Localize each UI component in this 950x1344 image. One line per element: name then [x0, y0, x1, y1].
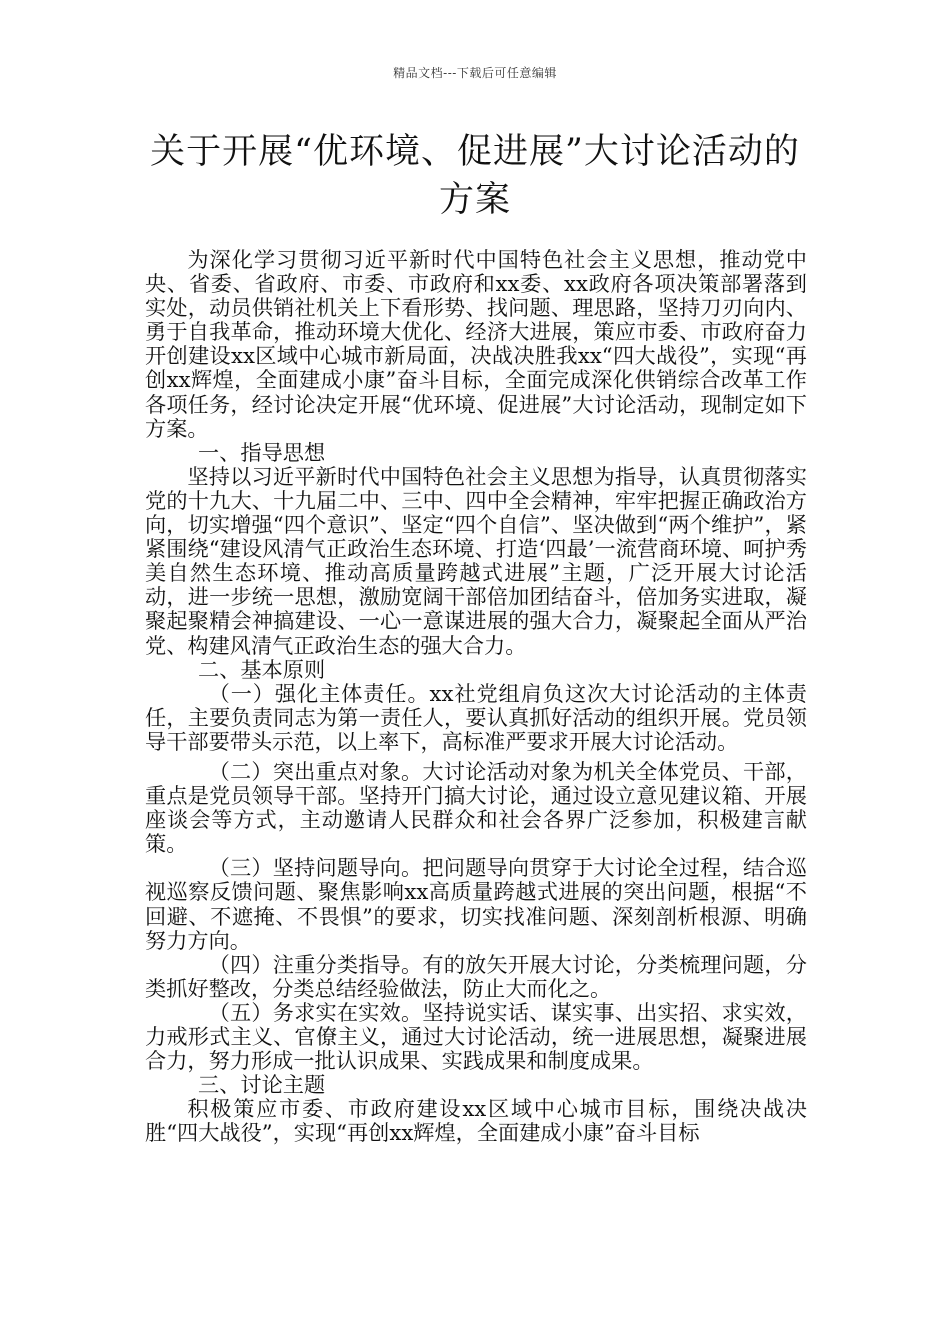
- principle-paragraph-4: （四）注重分类指导。有的放矢开展大讨论，分类梳理问题，分类抓好整改，分类总结经验做法，防止大而化之。: [145, 951, 807, 1001]
- section-heading-basic-principles: 二、基本原则: [198, 656, 326, 682]
- principle-paragraph-3: （三）坚持问题导向。把问题导向贯穿于大讨论全过程，结合巡视巡察反馈问题、聚焦影响xx高质量跨越式进展的突出问题，根据“不回避、不遮掩、不畏惧”的要求，切实找准问题、深刻剖析根源、明确努力方向。: [145, 855, 807, 953]
- page-header-watermark: 精品文档---下载后可任意编辑: [393, 66, 557, 80]
- intro-paragraph: 为深化学习贯彻习近平新时代中国特色社会主义思想，推动党中央、省委、省政府、市委、市政府和xx委、xx政府各项决策部署落到实处，动员供销社机关上下看形势、找问题、理思路，坚持刀刃向内、勇于自我革命，推动环境大优化、经济大进展，策应市委、市政府奋力开创建设xx区域中心城市新局面，决战决胜我xx“四大战役”，实现“再创xx辉煌，全面建成小康”奋斗目标，全面完成深化供销综合改革工作各项任务，经讨论决定开展“优环境、促进展”大讨论活动，现制定如下方案。: [145, 247, 807, 441]
- principle-paragraph-1: （一）强化主体责任。xx社党组肩负这次大讨论活动的主体责任，主要负责同志为第一责任人，要认真抓好活动的组织开展。党员领导干部要带头示范，以上率下，高标准严要求开展大讨论活动。: [145, 680, 807, 754]
- section-heading-discussion-theme: 三、讨论主题: [198, 1072, 326, 1098]
- section-heading-guiding-ideology: 一、指导思想: [198, 439, 326, 465]
- principle-paragraph-2: （二）突出重点对象。大讨论活动对象为机关全体党员、干部，重点是党员领导干部。坚持开门搞大讨论，通过设立意见建议箱、开展座谈会等方式，主动邀请人民群众和社会各界广泛参加，积极建言献策。: [145, 758, 807, 857]
- document-title: 关于开展“优环境、促进展”大讨论活动的方案: [150, 132, 800, 220]
- guiding-ideology-paragraph: 坚持以习近平新时代中国特色社会主义思想为指导，认真贯彻落实党的十九大、十九届二中、三中、四中全会精神，牢牢把握正确政治方向，切实增强“四个意识”、坚定“四个自信”、坚决做到“两个维护”，紧紧围绕“建设风清气正政治生态环境、打造‘四最’一流营商环境、呵护秀美自然生态环境、推动高质量跨越式进展”主题，广泛开展大讨论活动，进一步统一思想，激励宽阔干部倍加团结奋斗，倍加务实进取，凝聚起聚精会神搞建设、一心一意谋进展的强大合力，凝聚起全面从严治党、构建风清气正政治生态的强大合力。: [145, 463, 807, 658]
- principle-paragraph-5: （五）务求实在实效。坚持说实话、谋实事、出实招、求实效，力戒形式主义、官僚主义，通过大讨论活动，统一进展思想，凝聚进展合力，努力形成一批认识成果、实践成果和制度成果。: [145, 999, 807, 1074]
- discussion-theme-paragraph: 积极策应市委、市政府建设xx区域中心城市目标，围绕决战决胜“四大战役”，实现“再创xx辉煌，全面建成小康”奋斗目标: [145, 1096, 807, 1146]
- document-body: [145, 248, 807, 1145]
